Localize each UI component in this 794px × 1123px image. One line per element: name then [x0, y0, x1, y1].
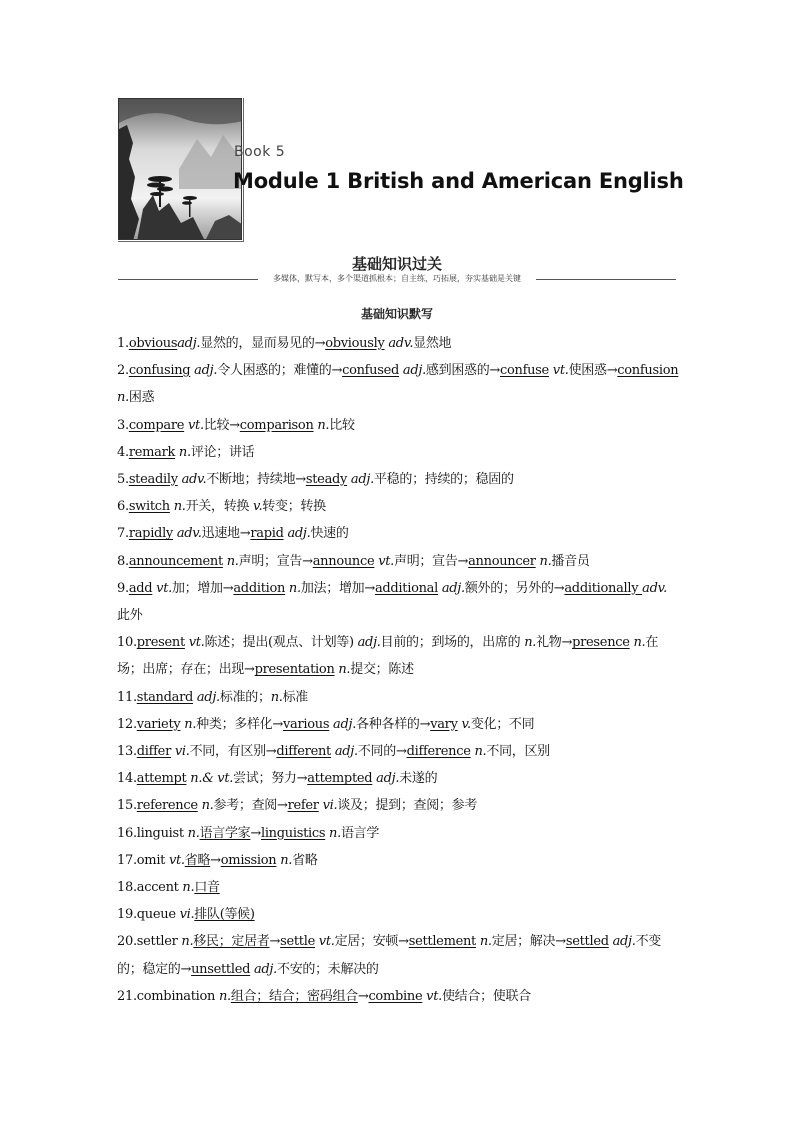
vocab-entry [117, 820, 679, 847]
answer-word: obvious [128, 336, 178, 351]
entry-text: 不同的→ [357, 744, 407, 760]
answer-word: confusion [617, 363, 679, 379]
vocab-entry [117, 901, 679, 928]
answer-word: various [282, 716, 330, 732]
entry-text: 种类；多样化→ [196, 716, 283, 732]
answer-word: difference [406, 744, 471, 760]
part-of-speech: vi. [318, 798, 338, 814]
part-of-speech: vt. [184, 417, 204, 433]
answer-word: attempted [307, 771, 373, 787]
part-of-speech: n. [334, 662, 351, 678]
part-of-speech: adv. [172, 526, 202, 542]
part-of-speech: n. [276, 852, 293, 868]
entry-text: 陈述；提出(观点、计划等) [204, 635, 358, 651]
part-of-speech: n.& vt. [186, 771, 234, 787]
entry-text: 礼物→ [536, 635, 573, 651]
entry-text: 此外 [117, 608, 143, 624]
entry-text: 15. [117, 798, 137, 814]
answer-word: unsettled [191, 961, 251, 977]
answer-word: comparison [239, 417, 314, 433]
entry-text: 变化；不同 [470, 716, 535, 732]
answer-word: steadily [128, 472, 178, 488]
answer-word: combine [368, 988, 423, 1004]
part-of-speech: vt. [422, 988, 442, 1004]
part-of-speech: n. [270, 689, 283, 705]
answer-word: rapidly [128, 526, 173, 542]
part-of-speech: n. [524, 635, 537, 651]
entry-text: 令人困惑的；难懂的→ [217, 363, 343, 379]
part-of-speech: n. [197, 798, 214, 814]
part-of-speech: n. [629, 635, 646, 651]
entry-text: 1. [117, 336, 129, 351]
entry-text: 未遂的 [399, 771, 438, 787]
part-of-speech: adj. [357, 635, 381, 651]
vocabulary-list [117, 330, 679, 1010]
answer-word: obviously [325, 336, 385, 351]
part-of-speech: vt. [184, 635, 205, 651]
entry-text: 感到困惑的→ [425, 363, 501, 379]
entry-text: 比较→ [203, 417, 240, 433]
entry-text: 11. [117, 689, 137, 705]
part-of-speech: vt. [374, 553, 395, 569]
answer-word: 省略 [184, 852, 211, 868]
answer-word: rapid [250, 526, 284, 542]
entry-text: 3. [117, 417, 129, 433]
vocab-entry [117, 548, 679, 575]
answer-word: 语言学家 [199, 825, 251, 841]
part-of-speech: n. [285, 580, 301, 596]
answer-word: linguistics [260, 825, 326, 841]
part-of-speech: adj. [190, 363, 218, 379]
entry-text: 目前的；到场的，出席的 [380, 635, 525, 651]
answer-word: settle [280, 934, 315, 950]
entry-text: 不安的；未解决的 [277, 961, 379, 977]
part-of-speech: adj. [437, 580, 465, 596]
divider-right [536, 279, 676, 280]
part-of-speech: vi. [171, 744, 190, 760]
part-of-speech: adj. [347, 472, 374, 488]
entry-text: 6. [117, 499, 129, 515]
answer-word: 组合；结合；密码组合 [230, 988, 358, 1004]
answer-word: 口音 [194, 880, 220, 896]
entry-text: 21.combination [117, 988, 219, 1004]
answer-word: omission [220, 852, 277, 868]
entry-text: → [269, 934, 281, 950]
entry-text: → [210, 852, 221, 868]
part-of-speech: vt. [152, 580, 172, 596]
entry-text: 快速的 [310, 526, 349, 542]
part-of-speech: adj. [250, 961, 277, 977]
part-of-speech: adj. [372, 771, 400, 787]
entry-text: 8. [117, 553, 129, 569]
answer-word: switch [128, 499, 170, 515]
entry-text: 19.queue [117, 907, 180, 923]
part-of-speech: adv. [384, 336, 414, 351]
answer-word: remark [128, 444, 176, 460]
part-of-speech: n. [175, 444, 191, 460]
part-of-speech: adj. [177, 336, 201, 351]
part-of-speech: vt. [168, 852, 185, 868]
entry-text: 不同，区别 [486, 744, 550, 760]
vocab-entry [117, 765, 679, 792]
part-of-speech: adj. [330, 744, 358, 760]
vocab-entry [117, 412, 679, 439]
answer-word: compare [128, 417, 185, 433]
part-of-speech: n. [313, 417, 330, 433]
vocab-entry [117, 629, 679, 683]
part-of-speech: adj. [608, 934, 636, 950]
entry-text: 16.linguist [117, 825, 188, 841]
part-of-speech: n. [218, 988, 231, 1004]
answer-word: confuse [500, 363, 549, 379]
entry-text: → [250, 825, 261, 841]
vocab-entry [117, 466, 679, 493]
part-of-speech: n. [325, 825, 341, 841]
vocab-entry [117, 520, 679, 547]
entry-text: 不变的；稳定的→ [117, 934, 662, 977]
entry-text: 使结合；使联合 [441, 988, 531, 1004]
entry-text: → [357, 988, 369, 1004]
book-label: Book 5 [234, 144, 286, 160]
answer-word: steady [305, 472, 348, 488]
answer-word: addition [233, 580, 286, 596]
vocab-entry [117, 847, 679, 874]
part-of-speech: n. [117, 390, 129, 406]
vocab-entry [117, 738, 679, 765]
part-of-speech: vi. [179, 907, 195, 923]
answer-word: additional [374, 580, 438, 596]
entry-text: 省略 [292, 852, 318, 868]
entry-text: 不同，有区别→ [189, 744, 277, 760]
entry-text: 5. [117, 472, 129, 488]
module-title: Module 1 British and American English [233, 169, 684, 193]
entry-text: 18.accent [117, 880, 183, 896]
entry-text: 显然的，显而易见的→ [200, 336, 326, 351]
answer-word: settlement [408, 934, 476, 950]
entry-text: 定居；安顿→ [334, 934, 409, 950]
answer-word: differ [136, 744, 171, 760]
answer-word: settled [565, 934, 609, 950]
answer-word: add [128, 580, 153, 596]
answer-word: confused [342, 363, 400, 379]
entry-text: 在场；出席；存在；出现→ [117, 635, 659, 678]
entry-text: 转变；转换 [262, 499, 326, 515]
entry-text: 声明；宣告→ [238, 553, 313, 569]
entry-text: 播音员 [551, 553, 590, 569]
part-of-speech: adv. [177, 472, 207, 488]
answer-word: 移民；定居者 [193, 934, 270, 950]
entry-text: 平稳的；持续的；稳固的 [373, 472, 514, 488]
entry-text: 声明；宣告→ [394, 553, 469, 569]
part-of-speech: adj. [283, 526, 311, 542]
part-of-speech: v. [457, 716, 471, 732]
answer-word: vary [430, 716, 458, 732]
entry-text: 各种各样的→ [356, 716, 431, 732]
entry-text: 参考；查阅→ [213, 798, 288, 814]
section-title: 基础知识过关 [351, 255, 442, 273]
entry-text: 14. [117, 771, 137, 787]
part-of-speech: n. [180, 716, 197, 732]
entry-text: 12. [117, 716, 137, 732]
answer-word: additionally [564, 580, 643, 596]
entry-text: 定居；解决→ [491, 934, 566, 950]
entry-text: 谈及；提到；查阅；参考 [337, 798, 478, 814]
answer-word: present [136, 635, 185, 651]
answer-word: refer [287, 798, 319, 814]
section-note: 多媒体，默写本，多个渠道抓根本；自主练，巧拓展，夯实基础是关键 [273, 274, 521, 283]
entry-text: 9. [117, 580, 129, 596]
part-of-speech: n. [181, 934, 194, 950]
answer-word: announce [312, 553, 375, 569]
entry-text: 2. [117, 363, 129, 379]
part-of-speech: adj. [399, 363, 426, 379]
entry-text: 使困惑→ [568, 363, 618, 379]
part-of-speech: n. [535, 553, 552, 569]
entry-text: 标准的； [219, 689, 271, 705]
part-of-speech: n. [470, 744, 487, 760]
part-of-speech: adv. [642, 580, 667, 596]
vocab-entry [117, 439, 679, 466]
vocab-entry [117, 792, 679, 819]
vocab-entry [117, 874, 679, 901]
entry-text: 加法；增加→ [300, 580, 375, 596]
divider-left [118, 279, 258, 280]
answer-word: presentation [254, 662, 335, 678]
entry-text: 标准 [282, 689, 309, 705]
part-of-speech: n. [222, 553, 239, 569]
entry-text: 显然地 [413, 336, 452, 351]
entry-text: 迅速地→ [201, 526, 251, 542]
part-of-speech: adj. [329, 716, 357, 732]
entry-text: 17.omit [117, 852, 169, 868]
vocab-entry [117, 330, 679, 357]
part-of-speech: n. [182, 880, 195, 896]
vocab-entry [117, 928, 679, 982]
subsection-title: 基础知识默写 [360, 307, 433, 321]
entry-text: 额外的；另外的→ [464, 580, 565, 596]
entry-text: 13. [117, 744, 137, 760]
entry-text: 20.settler [117, 934, 182, 950]
answer-word: announcement [128, 553, 223, 569]
vocab-entry [117, 357, 679, 411]
vocab-entry [117, 983, 679, 1010]
entry-text: 4. [117, 444, 129, 460]
entry-text: 提交；陈述 [350, 662, 414, 678]
entry-text: 不断地；持续地→ [206, 472, 306, 488]
entry-text: 比较 [329, 417, 355, 433]
answer-word: attempt [136, 771, 187, 787]
entry-text: 开关，转换 [185, 499, 253, 515]
answer-word: confusing [128, 363, 191, 379]
entry-text: 10. [117, 635, 137, 651]
answer-word: 排队(等候) [194, 907, 255, 923]
part-of-speech: adj. [193, 689, 220, 705]
vocab-entry [117, 711, 679, 738]
part-of-speech: v. [252, 499, 263, 515]
answer-word: variety [136, 716, 181, 732]
answer-word: different [276, 744, 331, 760]
answer-word: announcer [468, 553, 536, 569]
vocab-entry [117, 493, 679, 520]
part-of-speech: n. [169, 499, 186, 515]
entry-text: 困惑 [128, 390, 155, 406]
entry-text: 加；增加→ [171, 580, 234, 596]
entry-text: 7. [117, 526, 129, 542]
answer-word: presence [572, 635, 630, 651]
entry-text: 语言学 [340, 825, 380, 841]
part-of-speech: vt. [548, 363, 569, 379]
part-of-speech: n. [476, 934, 492, 950]
vocab-entry [117, 575, 679, 629]
part-of-speech: n. [187, 825, 200, 841]
part-of-speech: vt. [314, 934, 335, 950]
entry-text: 尝试；努力→ [233, 771, 308, 787]
photo-frame-shadow [118, 98, 244, 242]
vocab-entry [117, 684, 679, 711]
entry-text: 评论；讲话 [190, 444, 255, 460]
answer-word: reference [136, 798, 198, 814]
answer-word: standard [136, 689, 194, 705]
